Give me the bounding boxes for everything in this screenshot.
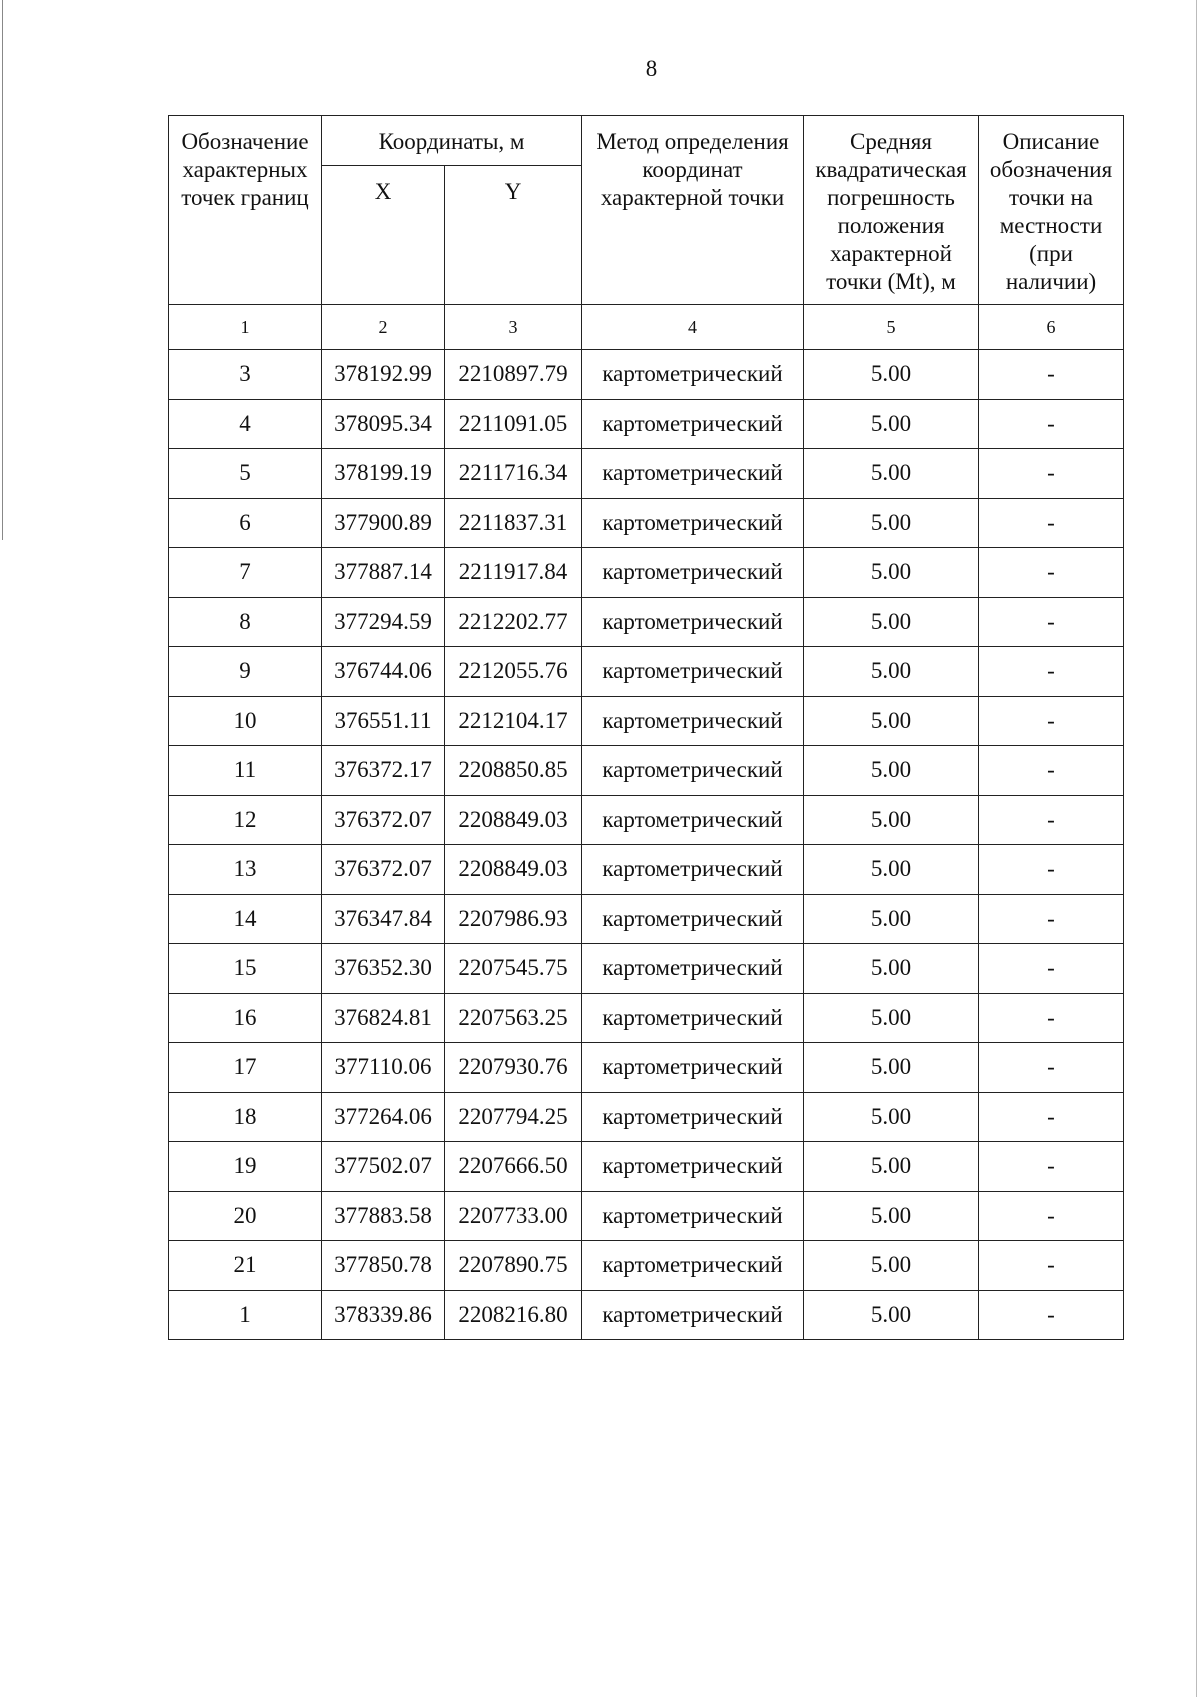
cell-description: - (979, 1290, 1124, 1340)
cell-accuracy: 5.00 (804, 399, 979, 449)
cell-method: картометрический (582, 1092, 804, 1142)
header-method-line: характерной точки (600, 185, 785, 210)
table-row (169, 1191, 1124, 1241)
table-row (169, 944, 1124, 994)
cell-x: 376347.84 (322, 894, 445, 944)
cell-x: 377264.06 (322, 1092, 445, 1142)
column-number-row (169, 305, 1124, 350)
cell-method: картометрический (582, 1142, 804, 1192)
cell-y: 2207930.76 (445, 1043, 582, 1093)
cell-x: 377110.06 (322, 1043, 445, 1093)
table-row (169, 894, 1124, 944)
cell-x: 376824.81 (322, 993, 445, 1043)
cell-y: 2211917.84 (445, 548, 582, 598)
cell-accuracy: 5.00 (804, 350, 979, 400)
cell-point: 9 (169, 647, 322, 697)
header-description-line: обозначения (989, 157, 1113, 182)
cell-x: 377883.58 (322, 1191, 445, 1241)
header-accuracy-line: квадратическая (815, 157, 967, 182)
cell-method: картометрический (582, 944, 804, 994)
cell-point: 17 (169, 1043, 322, 1093)
cell-accuracy: 5.00 (804, 894, 979, 944)
header-designation-line: характерных (182, 157, 308, 182)
cell-method: картометрический (582, 449, 804, 499)
cell-point: 18 (169, 1092, 322, 1142)
cell-accuracy: 5.00 (804, 696, 979, 746)
cell-method: картометрический (582, 696, 804, 746)
cell-y: 2207890.75 (445, 1241, 582, 1291)
cell-method: картометрический (582, 894, 804, 944)
cell-point: 12 (169, 795, 322, 845)
cell-point: 19 (169, 1142, 322, 1192)
cell-description: - (979, 993, 1124, 1043)
header-accuracy-line: Средняя (850, 129, 932, 154)
cell-description: - (979, 845, 1124, 895)
cell-x: 376744.06 (322, 647, 445, 697)
header-accuracy-line: характерной (830, 241, 952, 266)
cell-accuracy: 5.00 (804, 1092, 979, 1142)
cell-accuracy: 5.00 (804, 746, 979, 796)
table-row (169, 1142, 1124, 1192)
cell-point: 8 (169, 597, 322, 647)
cell-accuracy: 5.00 (804, 449, 979, 499)
cell-description: - (979, 1092, 1124, 1142)
cell-x: 378339.86 (322, 1290, 445, 1340)
cell-point: 13 (169, 845, 322, 895)
header-accuracy-line: положения (837, 213, 945, 238)
cell-x: 376372.17 (322, 746, 445, 796)
cell-point: 7 (169, 548, 322, 598)
cell-y: 2211716.34 (445, 449, 582, 499)
cell-description: - (979, 597, 1124, 647)
table-row (169, 993, 1124, 1043)
cell-point: 4 (169, 399, 322, 449)
cell-description: - (979, 1191, 1124, 1241)
cell-y: 2207986.93 (445, 894, 582, 944)
cell-accuracy: 5.00 (804, 993, 979, 1043)
cell-method: картометрический (582, 1043, 804, 1093)
header-description-line: местности (999, 213, 1103, 238)
cell-method: картометрический (582, 1290, 804, 1340)
header-description-line: (при (1029, 241, 1073, 266)
header-method-line: координат (642, 157, 743, 182)
cell-description: - (979, 498, 1124, 548)
cell-y: 2207563.25 (445, 993, 582, 1043)
column-number: 2 (322, 305, 445, 350)
page-number: 8 (645, 56, 658, 81)
header-y: Y (445, 166, 582, 305)
cell-point: 21 (169, 1241, 322, 1291)
cell-x: 377887.14 (322, 548, 445, 598)
table-row (169, 449, 1124, 499)
header-designation-line: точек границ (181, 185, 309, 210)
cell-description: - (979, 548, 1124, 598)
cell-y: 2208216.80 (445, 1290, 582, 1340)
cell-x: 376372.07 (322, 795, 445, 845)
cell-point: 16 (169, 993, 322, 1043)
header-description-line: наличии) (1005, 269, 1097, 294)
table-row (169, 1092, 1124, 1142)
cell-method: картометрический (582, 647, 804, 697)
header-accuracy (804, 116, 979, 305)
cell-method: картометрический (582, 399, 804, 449)
cell-y: 2211091.05 (445, 399, 582, 449)
cell-accuracy: 5.00 (804, 548, 979, 598)
cell-x: 378192.99 (322, 350, 445, 400)
cell-accuracy: 5.00 (804, 498, 979, 548)
table-row (169, 350, 1124, 400)
cell-method: картометрический (582, 746, 804, 796)
cell-point: 11 (169, 746, 322, 796)
cell-x: 376372.07 (322, 845, 445, 895)
cell-x: 378095.34 (322, 399, 445, 449)
cell-method: картометрический (582, 498, 804, 548)
cell-accuracy: 5.00 (804, 1290, 979, 1340)
cell-x: 376352.30 (322, 944, 445, 994)
cell-point: 6 (169, 498, 322, 548)
cell-y: 2207733.00 (445, 1191, 582, 1241)
boundary-points-table (168, 115, 1124, 1340)
cell-method: картометрический (582, 350, 804, 400)
cell-description: - (979, 647, 1124, 697)
header-accuracy-line: погрешность (827, 185, 955, 210)
cell-description: - (979, 399, 1124, 449)
column-number: 4 (582, 305, 804, 350)
table-row (169, 498, 1124, 548)
cell-y: 2207794.25 (445, 1092, 582, 1142)
table-row (169, 647, 1124, 697)
header-description-line: Описание (1002, 129, 1100, 154)
header-x: X (322, 166, 445, 305)
header-description (979, 116, 1124, 305)
cell-method: картометрический (582, 597, 804, 647)
cell-y: 2208849.03 (445, 795, 582, 845)
column-number: 1 (169, 305, 322, 350)
cell-point: 14 (169, 894, 322, 944)
cell-y: 2212104.17 (445, 696, 582, 746)
cell-point: 15 (169, 944, 322, 994)
cell-accuracy: 5.00 (804, 944, 979, 994)
table-row (169, 795, 1124, 845)
cell-description: - (979, 944, 1124, 994)
cell-y: 2212055.76 (445, 647, 582, 697)
cell-method: картометрический (582, 1241, 804, 1291)
cell-accuracy: 5.00 (804, 845, 979, 895)
cell-description: - (979, 746, 1124, 796)
cell-x: 376551.11 (322, 696, 445, 746)
table-row (169, 1241, 1124, 1291)
cell-y: 2211837.31 (445, 498, 582, 548)
cell-point: 1 (169, 1290, 322, 1340)
cell-point: 5 (169, 449, 322, 499)
cell-y: 2207666.50 (445, 1142, 582, 1192)
column-number: 6 (979, 305, 1124, 350)
header-accuracy-line: точки (Mt), м (826, 269, 956, 294)
cell-x: 377900.89 (322, 498, 445, 548)
cell-accuracy: 5.00 (804, 1142, 979, 1192)
table-row (169, 597, 1124, 647)
header-method (582, 116, 804, 305)
table-row (169, 399, 1124, 449)
cell-method: картометрический (582, 1191, 804, 1241)
cell-accuracy: 5.00 (804, 1043, 979, 1093)
table-row (169, 696, 1124, 746)
cell-method: картометрический (582, 993, 804, 1043)
cell-y: 2210897.79 (445, 350, 582, 400)
column-number: 5 (804, 305, 979, 350)
cell-accuracy: 5.00 (804, 795, 979, 845)
cell-x: 377502.07 (322, 1142, 445, 1192)
scan-edge-right (1196, 0, 1197, 1697)
table-row (169, 845, 1124, 895)
cell-accuracy: 5.00 (804, 1191, 979, 1241)
cell-method: картометрический (582, 548, 804, 598)
cell-accuracy: 5.00 (804, 1241, 979, 1291)
header-designation (169, 116, 322, 305)
cell-x: 377850.78 (322, 1241, 445, 1291)
cell-x: 378199.19 (322, 449, 445, 499)
cell-point: 20 (169, 1191, 322, 1241)
cell-method: картометрический (582, 795, 804, 845)
header-designation-line: Обозначение (181, 129, 309, 154)
header-description-line: точки на (1009, 185, 1093, 210)
cell-point: 3 (169, 350, 322, 400)
cell-description: - (979, 894, 1124, 944)
cell-accuracy: 5.00 (804, 597, 979, 647)
cell-description: - (979, 1142, 1124, 1192)
column-number: 3 (445, 305, 582, 350)
cell-x: 377294.59 (322, 597, 445, 647)
header-method-line: Метод определения (596, 129, 789, 154)
cell-description: - (979, 350, 1124, 400)
cell-description: - (979, 1043, 1124, 1093)
table-row (169, 1290, 1124, 1340)
cell-y: 2208849.03 (445, 845, 582, 895)
cell-point: 10 (169, 696, 322, 746)
cell-y: 2212202.77 (445, 597, 582, 647)
cell-accuracy: 5.00 (804, 647, 979, 697)
cell-y: 2208850.85 (445, 746, 582, 796)
cell-description: - (979, 1241, 1124, 1291)
cell-description: - (979, 795, 1124, 845)
table-row (169, 548, 1124, 598)
cell-description: - (979, 696, 1124, 746)
header-coordinates: Координаты, м (322, 116, 582, 166)
cell-description: - (979, 449, 1124, 499)
cell-y: 2207545.75 (445, 944, 582, 994)
table-row (169, 1043, 1124, 1093)
table-row (169, 746, 1124, 796)
cell-method: картометрический (582, 845, 804, 895)
